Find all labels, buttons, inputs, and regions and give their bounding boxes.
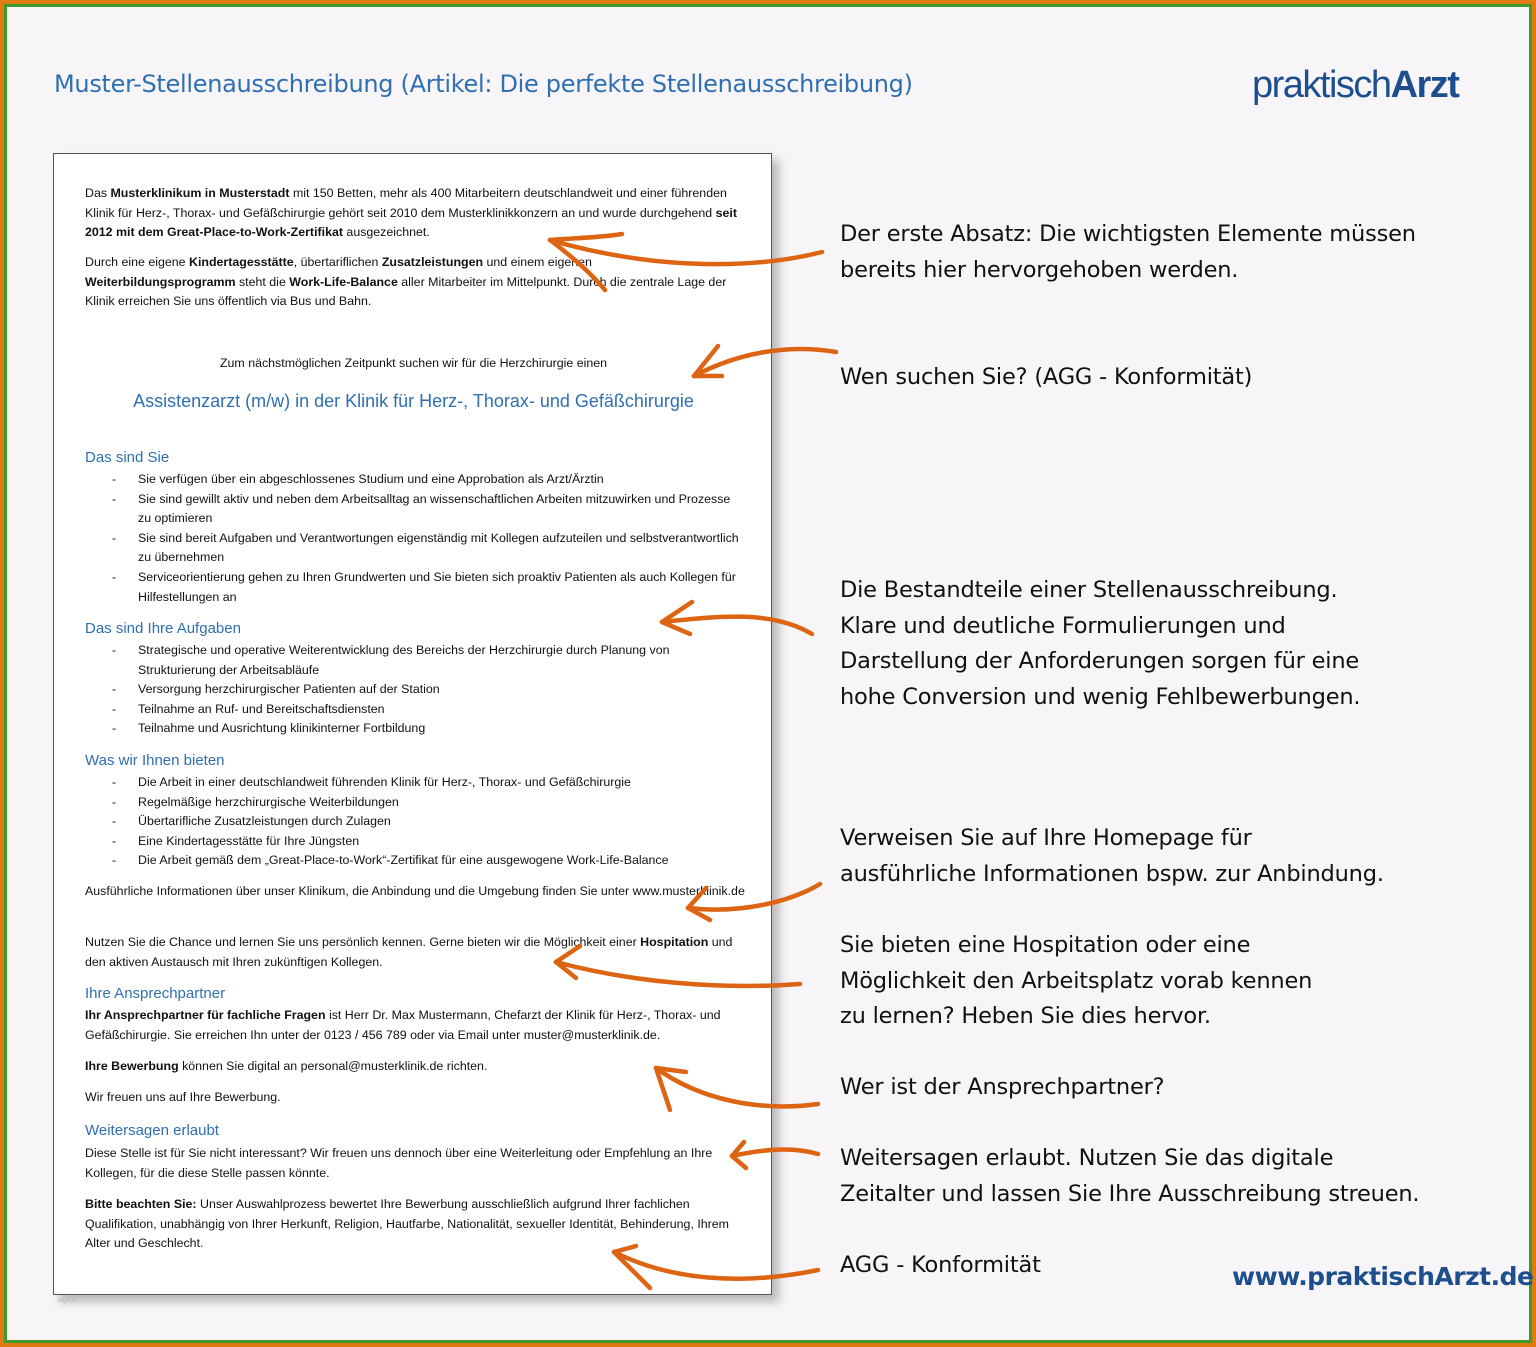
arrow-agg bbox=[614, 1246, 818, 1288]
list-item: - Übertarifliche Zusatzleistungen durch Zulagen bbox=[85, 812, 745, 832]
note-line: Wer ist der Ansprechpartner? bbox=[840, 1074, 1165, 1100]
intro-paragraph: Das Musterklinikum in Musterstadt mit 150 Betten, mehr als 400 Mitarbeitern deutschlandweit und einer führenden Klinik für Herz-, Thorax- und Gefäßchirurgie gehört seit 2010 dem Musterklinikkonzern an und wurde durchgehend seit 2012 mit dem Great-Place-to-Work-Zertifikat ausgezeichnet. bbox=[85, 186, 737, 240]
logo-light-text: praktisch bbox=[1252, 64, 1391, 106]
heading-das-sind-sie: Das sind Sie bbox=[85, 449, 170, 466]
note-line: Darstellung der Anforderungen sorgen für eine bbox=[840, 648, 1360, 674]
arrow-sharing bbox=[732, 1142, 818, 1168]
list-item: - Serviceorientierung gehen zu Ihren Grundwerten und Sie bieten sich proaktiv Patienten als auch Kollegen für Hilfestellungen an bbox=[85, 568, 745, 607]
document-footer-fragment: agen bbox=[58, 1295, 76, 1304]
note-line: ausführliche Informationen bspw. zur Anbindung. bbox=[840, 860, 1384, 887]
list-item: - Die Arbeit in einer deutschlandweit führenden Klinik für Herz-, Thorax- und Gefäßchirurgie bbox=[85, 773, 745, 793]
contact-paragraph: Ihr Ansprechpartner für fachliche Fragen ist Herr Dr. Max Mustermann, Chefarzt der Klinik für Herz-, Thorax- und Gefäßchirurgie. Sie erreichen Ihn unter der 0123 / 456 789 oder via Email unter muster@musterklinik.de. bbox=[85, 1008, 721, 1042]
info-paragraph: Ausführliche Informationen über unser Klinikum, die Anbindung und die Umgebung finden Sie unter www.musterklinik.de bbox=[85, 884, 745, 898]
note-line: Sie bieten eine Hospitation oder eine bbox=[840, 932, 1251, 958]
logo-bold-text: Arzt bbox=[1390, 64, 1459, 106]
heading-ansprechpartner: Ihre Ansprechpartner bbox=[85, 985, 226, 1002]
list-item: - Strategische und operative Weiterentwicklung des Bereichs der Herzchirurgie durch Planung von Strukturierung der Arbeitsabläufe bbox=[85, 641, 745, 680]
agg-paragraph: Bitte beachten Sie: Unser Auswahlprozess bewertet Ihre Bewerbung ausschließlich aufgrund Ihrer fachlichen Qualifikation, unabhängig von Ihrer Herkunft, Religion, Hautfarbe, Nationalität, sexueller Identität, Behinderung, Ihrem Alter und Geschlecht. bbox=[85, 1197, 729, 1251]
note-line: Wen suchen Sie? (AGG - Konformität) bbox=[840, 364, 1253, 390]
position-title: Assistenzarzt (m/w) in der Klinik für Herz-, Thorax- und Gefäßchirurgie bbox=[133, 391, 694, 411]
heading-weitersagen: Weitersagen erlaubt bbox=[85, 1122, 219, 1139]
heading-aufgaben: Das sind Ihre Aufgaben bbox=[85, 620, 241, 637]
apply-paragraph: Ihre Bewerbung können Sie digital an personal@musterklinik.de richten. bbox=[85, 1059, 488, 1073]
list-item: - Regelmäßige herzchirurgische Weiterbildungen bbox=[85, 793, 745, 813]
list-item: - Sie sind bereit Aufgaben und Verantwortungen eigenständig mit Kollegen aufzuteilen und selbstverantwortlich zu übernehmen bbox=[85, 529, 745, 568]
note-line: AGG - Konformität bbox=[840, 1252, 1041, 1278]
website-link[interactable]: www.praktischArzt.de bbox=[1232, 1262, 1534, 1291]
arrow-hospitation bbox=[556, 946, 800, 986]
heading-angebot: Was wir Ihnen bieten bbox=[85, 752, 225, 769]
list-item: - Teilnahme an Ruf- und Bereitschaftsdiensten bbox=[85, 700, 745, 720]
arrow-who-you-seek bbox=[694, 346, 836, 376]
page-title: Muster-Stellenausschreibung (Artikel: Die perfekte Stellenausschreibung) bbox=[54, 70, 913, 98]
note-line: Der erste Absatz: Die wichtigsten Elemente müssen bbox=[840, 221, 1416, 247]
list-item: - Versorgung herzchirurgischer Patienten auf der Station bbox=[85, 680, 745, 700]
arrow-components bbox=[662, 602, 812, 634]
share-paragraph: Diese Stelle ist für Sie nicht interessant? Wir freuen uns dennoch über eine Weiterleitung oder Empfehlung an Ihre Kollegen, für die diese Stelle passen könnte. bbox=[85, 1146, 713, 1180]
thanks-paragraph: Wir freuen uns auf Ihre Bewerbung. bbox=[85, 1090, 281, 1104]
note-line: zu lernen? Heben Sie dies hervor. bbox=[840, 1003, 1211, 1029]
hospitation-paragraph: Nutzen Sie die Chance und lernen Sie uns persönlich kennen. Gerne bieten wir die Möglichkeit einer Hospitation und den aktiven Austausch mit Ihren zukünftigen Kollegen. bbox=[85, 935, 733, 969]
list-item: - Eine Kindertagesstätte für Ihre Jüngsten bbox=[85, 832, 745, 852]
search-intro: Zum nächstmöglichen Zeitpunkt suchen wir für die Herzchirurgie einen bbox=[219, 356, 608, 370]
note-line: Klare und deutliche Formulierungen und bbox=[840, 612, 1286, 639]
list-item: - Sie sind gewillt aktiv und neben dem Arbeitsalltag an wissenschaftlichen Arbeiten mitzuwirken und Prozesse zu optimieren bbox=[85, 490, 745, 529]
note-line: Möglichkeit den Arbeitsplatz vorab kennen bbox=[840, 967, 1313, 994]
note-line: Verweisen Sie auf Ihre Homepage für bbox=[840, 825, 1252, 851]
arrow-first-paragraph bbox=[550, 234, 822, 290]
benefits-paragraph: Durch eine eigene Kindertagesstätte, übertariflichen Zusatzleistungen und einem eigenen Weiterbildungsprogramm steht die Work-Life-Balance aller Mitarbeiter im Mittelpunkt. Durch die zentrale Lage der Klinik erreichen Sie uns öffentlich via Bus und Bahn. bbox=[85, 255, 727, 309]
note-line: hohe Conversion und wenig Fehlbewerbungen. bbox=[840, 683, 1361, 710]
list-item: - Sie verfügen über ein abgeschlossenes Studium und eine Approbation als Arzt/Ärztin bbox=[85, 470, 745, 490]
note-line: bereits hier hervorgehoben werden. bbox=[840, 256, 1239, 283]
list-item: - Teilnahme und Ausrichtung klinikinterner Fortbildung bbox=[85, 719, 745, 739]
note-line: Weitersagen erlaubt. Nutzen Sie das digitale bbox=[840, 1145, 1334, 1171]
arrow-homepage bbox=[688, 884, 820, 920]
note-line: Die Bestandteile einer Stellenausschreibung. bbox=[840, 577, 1338, 603]
arrow-contact-person bbox=[656, 1068, 818, 1110]
note-line: Zeitalter und lassen Sie Ihre Ausschreibung streuen. bbox=[840, 1180, 1420, 1207]
list-item: - Die Arbeit gemäß dem „Great-Place-to-Work“-Zertifikat für eine ausgewogene Work-Life-Balance bbox=[85, 851, 745, 871]
